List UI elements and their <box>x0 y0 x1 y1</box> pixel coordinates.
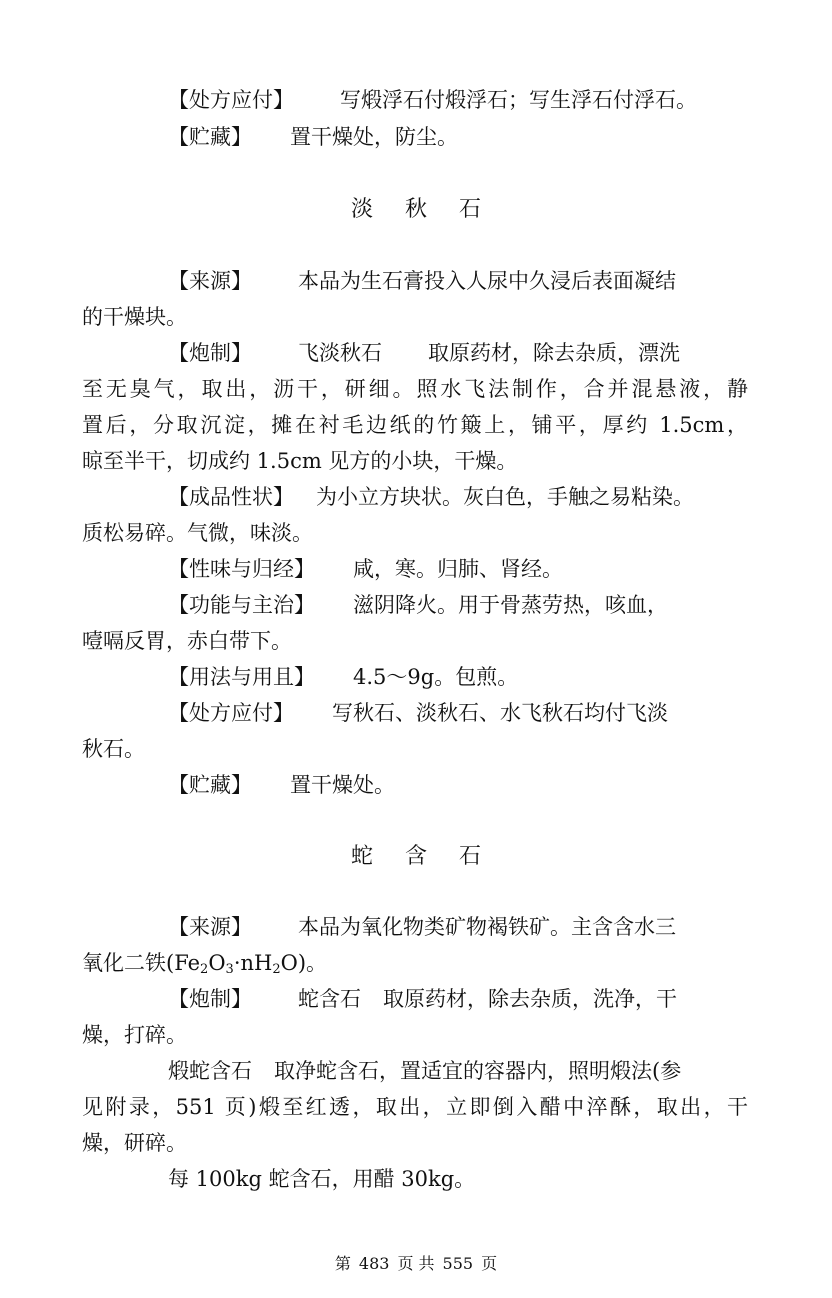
section-text: 4.5～9g。包煎。 <box>353 665 519 689</box>
title-char: 淡 <box>350 197 373 222</box>
section-text: 写秋石、淡秋石、水飞秋石均付飞淡 <box>332 701 668 725</box>
appearance-line-1 <box>168 484 748 510</box>
section-text: 见附录，551 页)煅至红透，取出，立即倒入醋中淬酥，取出，干 <box>82 1095 748 1119</box>
section-text: 本品为氧化物类矿物褐铁矿。主含含水三 <box>298 915 676 939</box>
section-text: 取原药材，除去杂质，洗净，干 <box>383 987 677 1011</box>
processing-line-1 <box>168 340 748 366</box>
section-label: 【贮藏】 <box>168 773 252 797</box>
section-label: 【处方应付】 <box>168 88 294 112</box>
section-text: 置干燥处。 <box>290 773 395 797</box>
processing-line-3 <box>82 412 748 438</box>
processing-line-2 <box>82 376 748 402</box>
section-text: ·nH <box>233 951 273 975</box>
section-text: 置后，分取沉淀，摊在衬毛边纸的竹簸上，铺平，厚约 1.5cm， <box>82 413 748 437</box>
section-text: 滋阴降火。用于骨蒸劳热，咳血， <box>353 593 668 617</box>
section-text: 晾至半干，切成约 1.5cm 见方的小块，干燥。 <box>82 449 518 473</box>
sh-processing-line-2 <box>82 1022 748 1048</box>
section-label: 【性味与归经】 <box>168 557 315 581</box>
subscript: 3 <box>225 962 234 977</box>
section-text: 质松易碎。气微，味淡。 <box>82 521 313 545</box>
processing-item: 煅蛇含石 <box>168 1059 252 1083</box>
section-text: 燥，打碎。 <box>82 1023 187 1047</box>
usage-line <box>168 664 748 690</box>
processing-item: 飞淡秋石 <box>298 341 382 365</box>
entry-title-shehanshi <box>0 844 832 870</box>
section-label: 【炮制】 <box>168 341 252 365</box>
section-text: O)。 <box>280 951 328 975</box>
footer-text: 第 <box>334 1254 351 1273</box>
appearance-line-2 <box>82 520 748 546</box>
sh-source-line-1 <box>168 914 748 940</box>
title-char: 石 <box>459 197 482 222</box>
prev-prescription-line <box>168 87 748 113</box>
sh-source-line-2 <box>82 950 748 976</box>
section-label: 【来源】 <box>168 269 252 293</box>
section-text: 写煅浮石付煅浮石；写生浮石付浮石。 <box>340 88 697 112</box>
storage-line <box>168 772 748 798</box>
section-text: 为小立方块状。灰白色，手触之易粘染。 <box>316 485 694 509</box>
section-text: 的干燥块。 <box>82 305 187 329</box>
footer-text: 页 共 <box>397 1254 435 1273</box>
nature-line <box>168 556 748 582</box>
section-label: 【处方应付】 <box>168 701 294 725</box>
section-label: 【成品性状】 <box>168 485 294 509</box>
section-text: 取原药材，除去杂质，漂洗 <box>428 341 680 365</box>
section-text: 每 100kg 蛇含石，用醋 30kg。 <box>168 1167 476 1191</box>
section-text: O <box>208 951 226 975</box>
section-label: 【功能与主治】 <box>168 593 315 617</box>
page-total: 555 <box>442 1254 474 1273</box>
section-text: 咸，寒。归肺、肾经。 <box>353 557 563 581</box>
title-char: 含 <box>404 844 427 869</box>
source-line-1 <box>168 268 748 294</box>
section-label: 【用法与用且】 <box>168 665 315 689</box>
sh-ratio-line <box>168 1166 748 1192</box>
processing-item: 蛇含石 <box>298 987 361 1011</box>
prescription-line-1 <box>168 700 748 726</box>
section-label: 【炮制】 <box>168 987 252 1011</box>
function-line-1 <box>168 592 748 618</box>
entry-title-danqiushi <box>0 197 832 223</box>
prev-storage-line <box>168 124 748 150</box>
function-line-2 <box>82 628 748 654</box>
subscript: 2 <box>200 962 209 977</box>
prescription-line-2 <box>82 736 748 762</box>
sh-calcined-line-2 <box>82 1094 748 1120</box>
page-number: 483 <box>358 1254 390 1273</box>
page-footer <box>0 1254 832 1274</box>
section-text: 取净蛇含石，置适宜的容器内，照明煅法(参 <box>274 1059 682 1083</box>
section-text: 氧化二铁(Fe <box>82 951 201 975</box>
title-char: 石 <box>459 844 482 869</box>
subscript: 2 <box>272 962 281 977</box>
source-line-2 <box>82 304 748 330</box>
section-text: 置干燥处，防尘。 <box>290 125 458 149</box>
title-char: 蛇 <box>350 844 373 869</box>
processing-line-4 <box>82 448 748 474</box>
sh-calcined-line-1 <box>168 1058 748 1084</box>
section-text: 本品为生石膏投入人尿中久浸后表面凝结 <box>298 269 676 293</box>
section-text: 秋石。 <box>82 737 145 761</box>
sh-calcined-line-3 <box>82 1130 748 1156</box>
section-text: 至无臭气，取出，沥干，研细。照水飞法制作，合并混悬液，静 <box>82 377 748 401</box>
section-label: 【来源】 <box>168 915 252 939</box>
section-text: 燥，研碎。 <box>82 1131 187 1155</box>
footer-text: 页 <box>481 1254 498 1273</box>
section-label: 【贮藏】 <box>168 125 252 149</box>
sh-processing-line-1 <box>168 986 748 1012</box>
section-text: 噎嗝反胃，赤白带下。 <box>82 629 292 653</box>
title-char: 秋 <box>404 197 427 222</box>
